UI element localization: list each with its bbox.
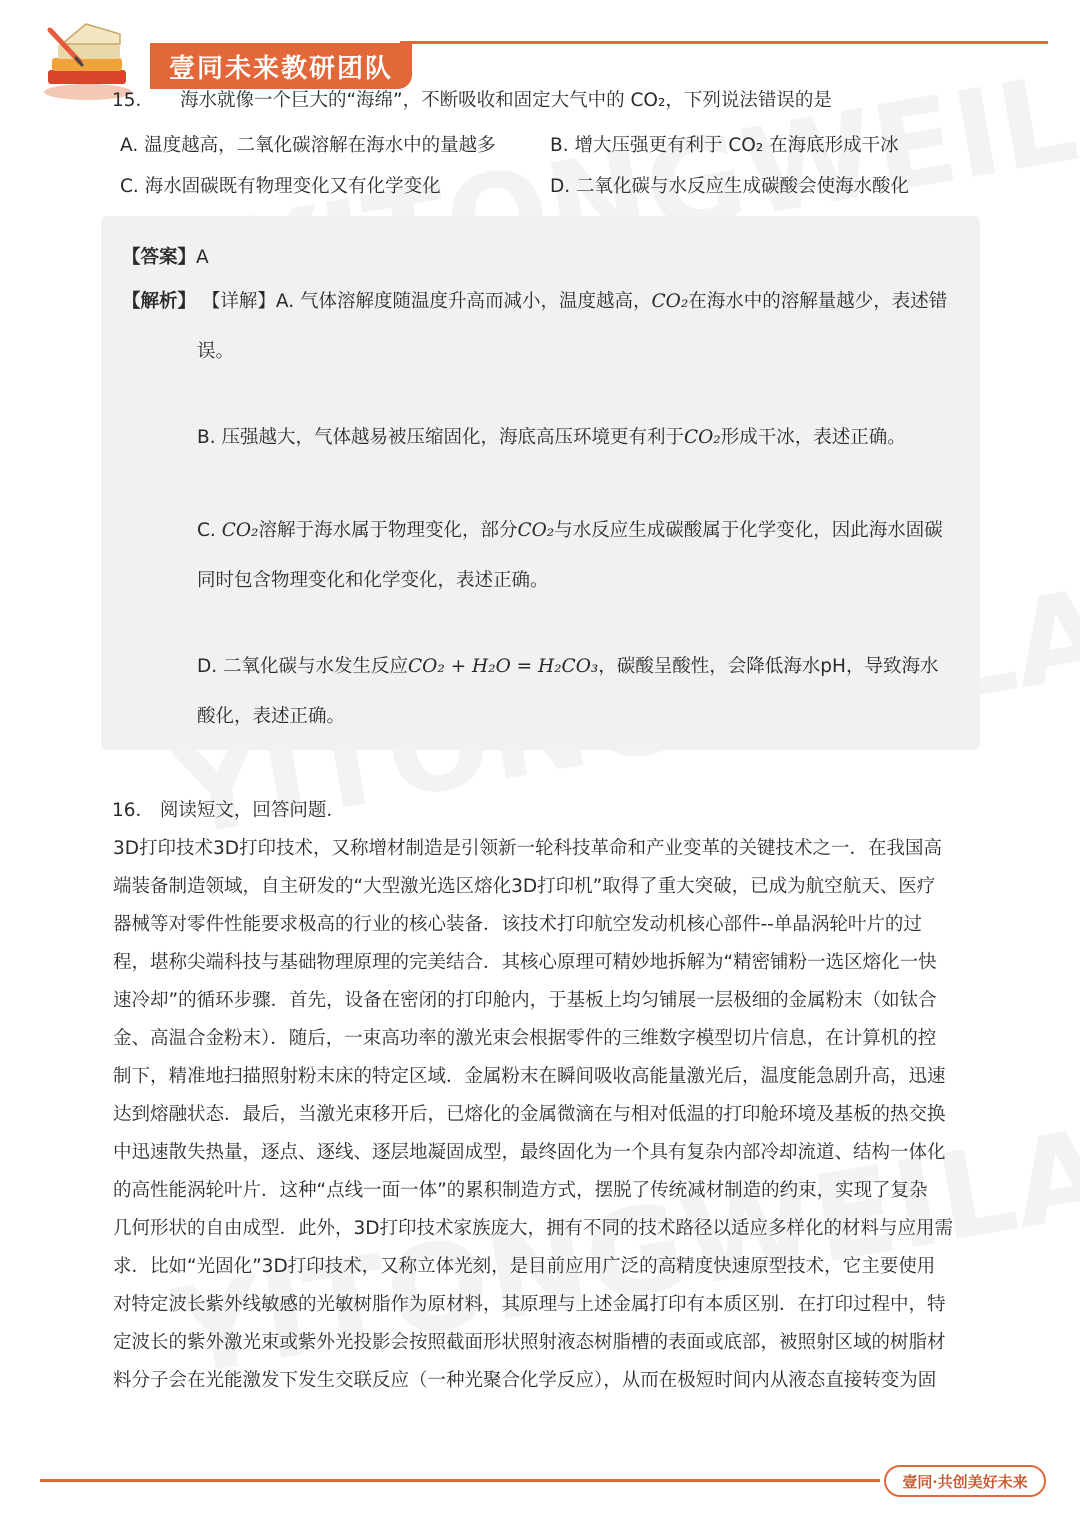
- analysis-tag: 【解析】: [122, 291, 197, 312]
- passage-line: 求．比如“光固化”3D打印技术，又称立体光刻，是目前应用广泛的高精度快速原型技术，它主要使用: [113, 1256, 936, 1277]
- option-c: C. 海水固碳既有物理变化又有化学变化: [120, 176, 441, 197]
- analysis-a-text: A. 气体溶解度随温度升高而减小，温度越高，: [275, 291, 652, 312]
- answer-line: [122, 243, 209, 269]
- passage-line: 定波长的紫外激光束或紫外光投影会按照截面形状照射液态树脂槽的表面或底部，被照射区域的树脂材: [113, 1332, 946, 1353]
- analysis-d-text: D. 二氧化碳与水发生反应: [197, 656, 409, 677]
- question-text: 海水就像一个巨大的“海绵”，不断吸收和固定大气中的 CO₂，下列说法错误的是: [179, 90, 832, 111]
- formula: CO₂: [683, 427, 721, 448]
- passage-line: 器械等对零件性能要求极高的行业的核心装备．该技术打印航空发动机核心部件--单晶涡轮叶片的过: [113, 914, 922, 935]
- passage-line: 的高性能涡轮叶片．这种“点线一面一体”的累积制造方式，摆脱了传统减材制造的约束，实现了复杂: [113, 1180, 928, 1201]
- analysis-a-line1: [122, 287, 947, 313]
- formula: CO₂: [221, 520, 259, 541]
- passage-line: 端装备制造领域，自主研发的“大型激光选区熔化3D打印机”取得了重大突破，已成为航空航天、医疗: [113, 876, 936, 897]
- question-15-stem: [112, 86, 832, 112]
- question-16-heading: 16． 阅读短文，回答问题．: [112, 800, 345, 821]
- analysis-c-line2: 同时包含物理变化和化学变化，表述正确。: [197, 570, 549, 591]
- equation: CO₂ + H₂O = H₂CO₃: [408, 656, 599, 677]
- passage-line: 几何形状的自由成型．此外，3D打印技术家族庞大，拥有不同的技术路径以适应多样化的材料与应用需: [113, 1218, 954, 1239]
- passage-line: 程，堪称尖端科技与基础物理原理的完美结合．其核心原理可精妙地拆解为“精密铺粉一选区熔化一快: [113, 952, 937, 973]
- answer-tag: 【答案】: [122, 247, 197, 268]
- option-d: D. 二氧化碳与水反应生成碳酸会使海水酸化: [550, 176, 910, 197]
- footer-slogan-badge: 壹同·共创美好未来: [884, 1465, 1046, 1497]
- passage-line: 中迅速散失热量，逐点、逐线、逐层地凝固成型，最终固化为一个具有复杂内部冷却流道、结构一体化: [113, 1142, 946, 1163]
- passage-line: 达到熔融状态．最后，当激光束移开后，已熔化的金属微滴在与相对低温的打印舱环境及基板的热交换: [113, 1104, 946, 1125]
- option-b: B. 增大压强更有利于 CO₂ 在海底形成干冰: [550, 135, 899, 156]
- header-rule: [400, 41, 1048, 44]
- team-name-banner: 壹同未来教研团队: [150, 43, 412, 89]
- analysis-c-line1: [197, 516, 943, 542]
- analysis-c-text: 与水反应生成碳酸属于化学变化，因此海水固碳: [554, 520, 943, 541]
- analysis-c-text: 溶解于海水属于物理变化，部分: [258, 520, 518, 541]
- footer-rule: [40, 1479, 880, 1482]
- question-number: 15．: [112, 90, 155, 111]
- passage-line: 速冷却”的循环步骤．首先，设备在密闭的打印舱内，于基板上均匀铺展一层极细的金属粉末（如钛合: [113, 990, 937, 1011]
- passage-line: 金、高温合金粉末）．随后，一束高功率的激光束会根据零件的三维数字模型切片信息，在计算机的控: [113, 1028, 937, 1049]
- option-a: A. 温度越高，二氧化碳溶解在海水中的量越多: [120, 135, 496, 156]
- formula: CO₂: [517, 520, 555, 541]
- analysis-d-line2: 酸化，表述正确。: [197, 706, 346, 727]
- analysis-b-text: 形成干冰，表述正确。: [720, 427, 906, 448]
- detail-tag: 【详解】: [201, 291, 276, 312]
- analysis-b-text: B. 压强越大，气体越易被压缩固化，海底高压环境更有利于: [197, 427, 684, 448]
- passage-line: 料分子会在光能激发下发生交联反应（一种光聚合化学反应），从而在极短时间内从液态直接转变为固: [113, 1370, 937, 1391]
- passage-line: 对特定波长紫外线敏感的光敏树脂作为原材料，其原理与上述金属打印有本质区别．在打印过程中，特: [113, 1294, 946, 1315]
- analysis-a-text: 在海水中的溶解量越少，表述错: [688, 291, 948, 312]
- passage-line: 3D打印技术3D打印技术，又称增材制造是引领新一轮科技革命和产业变革的关键技术之一．在我国高: [113, 838, 943, 859]
- analysis-b-line: [197, 423, 906, 449]
- analysis-d-text: ，碳酸呈酸性，会降低海水pH，导致海水: [598, 656, 939, 677]
- passage-line: 制下，精准地扫描照射粉末床的特定区域．金属粉末在瞬间吸收高能量激光后，温度能急剧升高，迅速: [113, 1066, 946, 1087]
- analysis-d-line1: [197, 652, 938, 678]
- analysis-a-line2: 误。: [197, 341, 235, 362]
- formula: CO₂: [651, 291, 689, 312]
- answer-value: A: [196, 247, 209, 268]
- analysis-c-prefix: C.: [197, 520, 222, 541]
